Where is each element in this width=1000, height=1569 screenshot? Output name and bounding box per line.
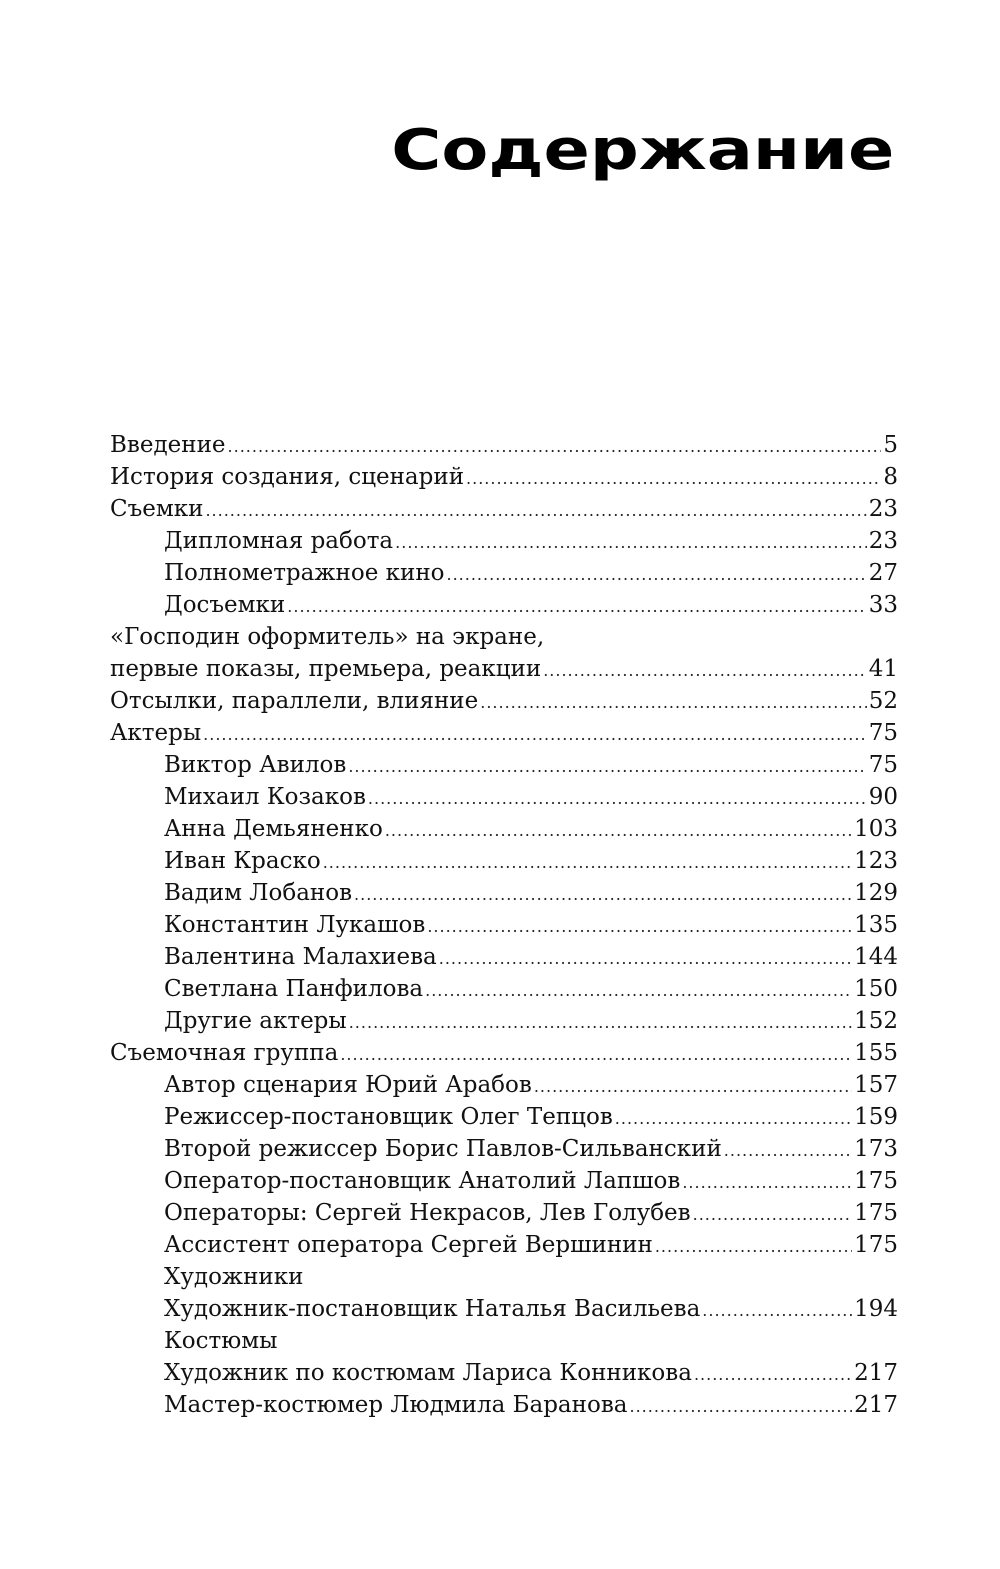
- dot-leader: [480, 687, 866, 717]
- dot-leader: [340, 1039, 852, 1069]
- toc-entry: [110, 1325, 898, 1357]
- dot-leader: [466, 463, 881, 493]
- toc-entry-title: Полнометражное кино: [164, 560, 445, 586]
- toc-page-number: 41: [868, 656, 898, 682]
- toc-entry-title: Операторы: Сергей Некрасов, Лев Голубев: [164, 1200, 691, 1226]
- toc-entry: [110, 941, 898, 973]
- dot-leader: [228, 431, 882, 461]
- toc-entry: [110, 973, 898, 1005]
- toc-entry: [110, 1293, 898, 1325]
- toc-entry: [110, 717, 898, 749]
- toc-entry: [110, 781, 898, 813]
- toc-page-number: 129: [854, 880, 898, 906]
- toc-page-number: 5: [883, 432, 898, 458]
- toc-page-number: 159: [854, 1104, 898, 1130]
- toc-entry: [110, 813, 898, 845]
- toc-entry-title: Второй режиссер Борис Павлов-Сильванский: [164, 1136, 722, 1162]
- toc-page-number: 27: [868, 560, 898, 586]
- toc-page-number: 75: [868, 720, 898, 746]
- toc-entry: [110, 1197, 898, 1229]
- toc-entry-title: Съемки: [110, 496, 204, 522]
- toc-page-number: 175: [854, 1200, 898, 1226]
- toc-page-number: 144: [854, 944, 898, 970]
- toc-entry: [110, 685, 898, 717]
- toc-entry: [110, 621, 898, 653]
- toc-entry-title: Оператор-постановщик Анатолий Лапшов: [164, 1168, 681, 1194]
- dot-leader: [395, 527, 867, 557]
- toc-entry: [110, 653, 898, 685]
- toc-entry: [110, 845, 898, 877]
- toc-page-number: 155: [854, 1040, 898, 1066]
- toc-page-number: 217: [854, 1392, 898, 1418]
- dot-leader: [349, 1007, 852, 1037]
- toc-entry: [110, 877, 898, 909]
- dot-leader: [205, 495, 866, 525]
- toc-page-number: 103: [854, 816, 898, 842]
- dot-leader: [203, 719, 867, 749]
- toc-entry-title: Другие актеры: [164, 1008, 347, 1034]
- toc-entry-title: История создания, сценарий: [110, 464, 465, 490]
- page-title: Содержание: [390, 118, 894, 183]
- dot-leader: [348, 751, 866, 781]
- toc-page-number: 23: [868, 496, 898, 522]
- toc-entry: [110, 493, 898, 525]
- toc-entry: [110, 525, 898, 557]
- toc-entry-title: Введение: [110, 432, 226, 458]
- toc-entry-title: Мастер-костюмер Людмила Баранова: [164, 1392, 628, 1418]
- dot-leader: [724, 1135, 852, 1165]
- toc-page-number: 175: [854, 1168, 898, 1194]
- toc-entry: [110, 1357, 898, 1389]
- toc-entry-title: Досъемки: [164, 592, 286, 618]
- toc-entry-title: Виктор Авилов: [164, 752, 347, 778]
- toc-entry-title: Вадим Лобанов: [164, 880, 353, 906]
- toc-page-number: 152: [854, 1008, 898, 1034]
- dot-leader: [615, 1103, 852, 1133]
- dot-leader: [694, 1359, 852, 1389]
- toc-entry-title: Дипломная работа: [164, 528, 394, 554]
- toc-entry: [110, 589, 898, 621]
- dot-leader: [354, 879, 852, 909]
- dot-leader: [323, 847, 852, 877]
- toc-page-number: 135: [854, 912, 898, 938]
- dot-leader: [427, 911, 852, 941]
- dot-leader: [629, 1391, 852, 1421]
- toc-entry-title: Костюмы: [164, 1328, 278, 1354]
- toc-page-number: 23: [868, 528, 898, 554]
- toc-page-number: 150: [854, 976, 898, 1002]
- dot-leader: [368, 783, 867, 813]
- toc-entry-title: «Господин оформитель» на экране,: [110, 624, 545, 650]
- toc-entry: [110, 461, 898, 493]
- toc-entry-title: Константин Лукашов: [164, 912, 426, 938]
- toc-entry: [110, 1261, 898, 1293]
- toc-page-number: 175: [854, 1232, 898, 1258]
- toc-entry-title: Съемочная группа: [110, 1040, 339, 1066]
- toc-entry: [110, 909, 898, 941]
- toc-entry-title: Валентина Малахиева: [164, 944, 437, 970]
- toc-entry: [110, 1069, 898, 1101]
- toc-entry: [110, 557, 898, 589]
- toc-entry: [110, 1101, 898, 1133]
- toc-entry-title: Анна Демьяненко: [164, 816, 383, 842]
- dot-leader: [534, 1071, 852, 1101]
- dot-leader: [655, 1231, 852, 1261]
- toc-entry-title: Художник-постановщик Наталья Васильева: [164, 1296, 701, 1322]
- toc-page-number: 8: [883, 464, 898, 490]
- toc-entry-title: Отсылки, параллели, влияние: [110, 688, 479, 714]
- toc-entry: [110, 1229, 898, 1261]
- toc-entry: [110, 1005, 898, 1037]
- toc-entry-title: Художники: [164, 1264, 304, 1290]
- dot-leader: [439, 943, 852, 973]
- dot-leader: [682, 1167, 852, 1197]
- toc-entry-title: Режиссер-постановщик Олег Тепцов: [164, 1104, 613, 1130]
- toc-entry-title: Актеры: [110, 720, 202, 746]
- toc-entry: [110, 1037, 898, 1069]
- table-of-contents: [110, 429, 898, 1421]
- toc-entry: [110, 1389, 898, 1421]
- toc-entry-title: Михаил Козаков: [164, 784, 366, 810]
- toc-page-number: 173: [854, 1136, 898, 1162]
- toc-page-number: 157: [854, 1072, 898, 1098]
- dot-leader: [425, 975, 852, 1005]
- toc-entry: [110, 1133, 898, 1165]
- toc-page-number: 33: [868, 592, 898, 618]
- toc-entry: [110, 429, 898, 461]
- toc-entry-title: Светлана Панфилова: [164, 976, 424, 1002]
- dot-leader: [385, 815, 852, 845]
- toc-entry-title: первые показы, премьера, реакции: [110, 656, 542, 682]
- dot-leader: [447, 559, 867, 589]
- toc-page-number: 123: [854, 848, 898, 874]
- toc-page-number: 217: [854, 1360, 898, 1386]
- dot-leader: [287, 591, 866, 621]
- toc-entry-title: Художник по костюмам Лариса Конникова: [164, 1360, 692, 1386]
- dot-leader: [702, 1295, 852, 1325]
- toc-entry-title: Ассистент оператора Сергей Вершинин: [164, 1232, 653, 1258]
- toc-entry-title: Иван Краско: [164, 848, 321, 874]
- toc-entry: [110, 1165, 898, 1197]
- toc-entry-title: Автор сценария Юрий Арабов: [164, 1072, 532, 1098]
- toc-page-number: 52: [868, 688, 898, 714]
- toc-page-number: 90: [868, 784, 898, 810]
- toc-page-number: 75: [868, 752, 898, 778]
- dot-leader: [543, 655, 867, 685]
- toc-entry: [110, 749, 898, 781]
- dot-leader: [693, 1199, 852, 1229]
- toc-page-number: 194: [854, 1296, 898, 1322]
